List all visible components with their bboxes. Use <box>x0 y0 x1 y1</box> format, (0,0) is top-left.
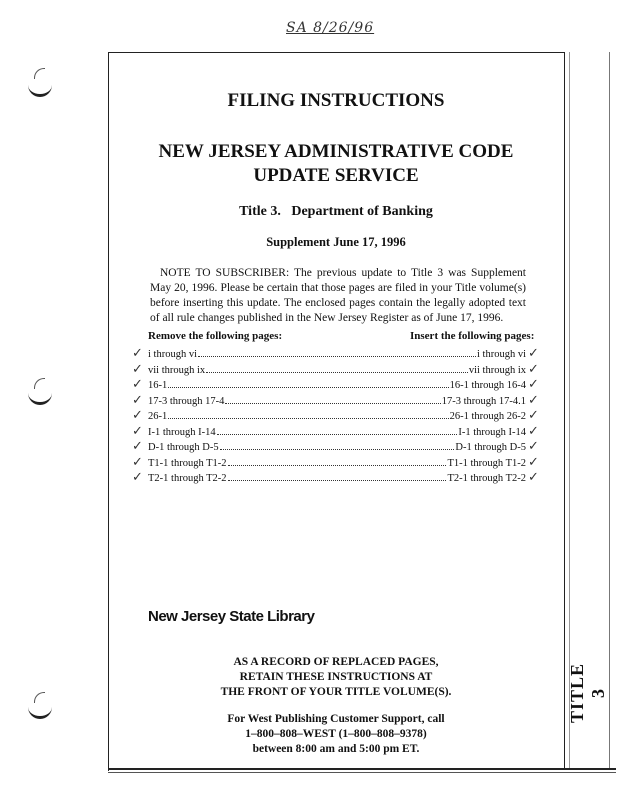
page-list-row <box>148 346 526 360</box>
check-mark-left: ✓ <box>132 407 143 422</box>
remove-pages: vii through ix <box>148 364 206 376</box>
bottom-rule-thin <box>108 772 616 773</box>
note-to-subscriber: NOTE TO SUBSCRIBER: The previous update to Title 3 was Supplement May 20, 1996. Please be certain that those pages are filed in your Title volume(s) before inserting this update. The enclosed pages contain the legally adopted text of all rule changes published in the New Jersey Register as of June 17, 1996. <box>150 267 526 324</box>
retain-line-2: RETAIN THESE INSTRUCTIONS AT <box>239 671 433 683</box>
insert-pages: T1-1 through T1-2 <box>447 457 526 469</box>
title-tab-label: TITLE 3 <box>567 662 608 723</box>
insert-pages: i through vi <box>477 349 526 360</box>
dot-leader <box>220 449 455 450</box>
page-list-row <box>148 377 526 391</box>
support-line-3: between 8:00 am and 5:00 pm ET. <box>252 743 420 755</box>
check-mark-right: ✓ <box>528 438 539 453</box>
check-mark-left: ✓ <box>132 345 143 360</box>
check-mark-right: ✓ <box>528 453 539 469</box>
check-mark-right: ✓ <box>528 391 539 407</box>
code-title-line-1: NEW JERSEY ADMINISTRATIVE CODE <box>158 141 514 162</box>
binder-hole-middle <box>28 392 52 405</box>
insert-pages: vii through ix <box>468 364 526 376</box>
remove-pages: 26-1 <box>148 411 168 422</box>
check-mark-right: ✓ <box>528 360 539 376</box>
retain-line-3: THE FRONT OF YOUR TITLE VOLUME(S). <box>220 686 452 698</box>
support-line-1: For West Publishing Customer Support, call <box>227 713 445 725</box>
page-list-row <box>148 470 526 484</box>
check-mark-left: ✓ <box>132 469 143 484</box>
library-stamp: New Jersey State Library <box>148 608 315 625</box>
page-list-row <box>148 362 526 376</box>
check-mark-left: ✓ <box>132 391 143 407</box>
insert-pages: 17-3 through 17-4.1 <box>441 395 526 407</box>
dot-leader <box>225 403 440 404</box>
remove-pages: T2-1 through T2-2 <box>148 473 227 484</box>
remove-pages: T1-1 through T1-2 <box>148 457 227 469</box>
dot-leader <box>228 480 447 481</box>
remove-pages: i through vi <box>148 349 197 360</box>
remove-column-header: Remove the following pages: <box>148 330 283 342</box>
handwritten-note: SA 8/26/96 <box>286 20 375 36</box>
binder-hole-bottom <box>28 706 52 719</box>
check-mark-right: ✓ <box>528 407 539 422</box>
check-mark-right: ✓ <box>528 345 539 360</box>
dot-leader <box>206 372 468 373</box>
code-title-line-2: UPDATE SERVICE <box>253 165 419 186</box>
insert-pages: D-1 through D-5 <box>455 442 526 453</box>
retain-instructions <box>108 655 564 700</box>
page-list-row <box>148 424 526 438</box>
supplement-date: Supplement June 17, 1996 <box>266 235 406 249</box>
remove-pages: 16-1 <box>148 380 168 391</box>
page-title: FILING INSTRUCTIONS <box>227 90 445 111</box>
support-line-2: 1–800–808–WEST (1–800–808–9378) <box>245 728 427 740</box>
binder-hole-top-arc <box>34 68 45 79</box>
check-mark-right: ✓ <box>528 469 539 484</box>
insert-pages: 16-1 through 16-4 <box>449 380 526 391</box>
page-list-row <box>148 408 526 422</box>
remove-pages: I-1 through I-14 <box>148 426 216 438</box>
dot-leader <box>228 465 447 466</box>
binder-hole-top <box>28 84 52 97</box>
dot-leader <box>168 418 448 419</box>
binder-hole-bottom-arc <box>34 692 45 703</box>
insert-column-header: Insert the following pages: <box>410 330 535 342</box>
bottom-rule <box>108 768 616 770</box>
dot-leader <box>217 434 458 435</box>
dot-leader <box>168 387 448 388</box>
page-list-row <box>148 439 526 453</box>
code-title <box>108 140 564 188</box>
retain-line-1: AS A RECORD OF REPLACED PAGES, <box>233 656 439 668</box>
check-mark-right: ✓ <box>528 422 539 438</box>
remove-pages: 17-3 through 17-4 <box>148 395 225 407</box>
binder-hole-middle-arc <box>34 378 45 389</box>
title-department: Title 3. Department of Banking <box>239 204 433 219</box>
page-list-row <box>148 393 526 407</box>
customer-support <box>108 712 564 757</box>
check-mark-left: ✓ <box>132 376 143 391</box>
insert-pages: 26-1 through 26-2 <box>449 411 526 422</box>
insert-pages: I-1 through I-14 <box>458 426 526 438</box>
page-list-row <box>148 455 526 469</box>
remove-pages: D-1 through D-5 <box>148 442 219 453</box>
title-tab-strip <box>564 52 610 768</box>
check-mark-left: ✓ <box>132 360 143 376</box>
insert-pages: T2-1 through T2-2 <box>447 473 526 484</box>
check-mark-left: ✓ <box>132 422 143 438</box>
check-mark-left: ✓ <box>132 438 143 453</box>
check-mark-left: ✓ <box>132 453 143 469</box>
check-mark-right: ✓ <box>528 376 539 391</box>
dot-leader <box>198 356 476 357</box>
